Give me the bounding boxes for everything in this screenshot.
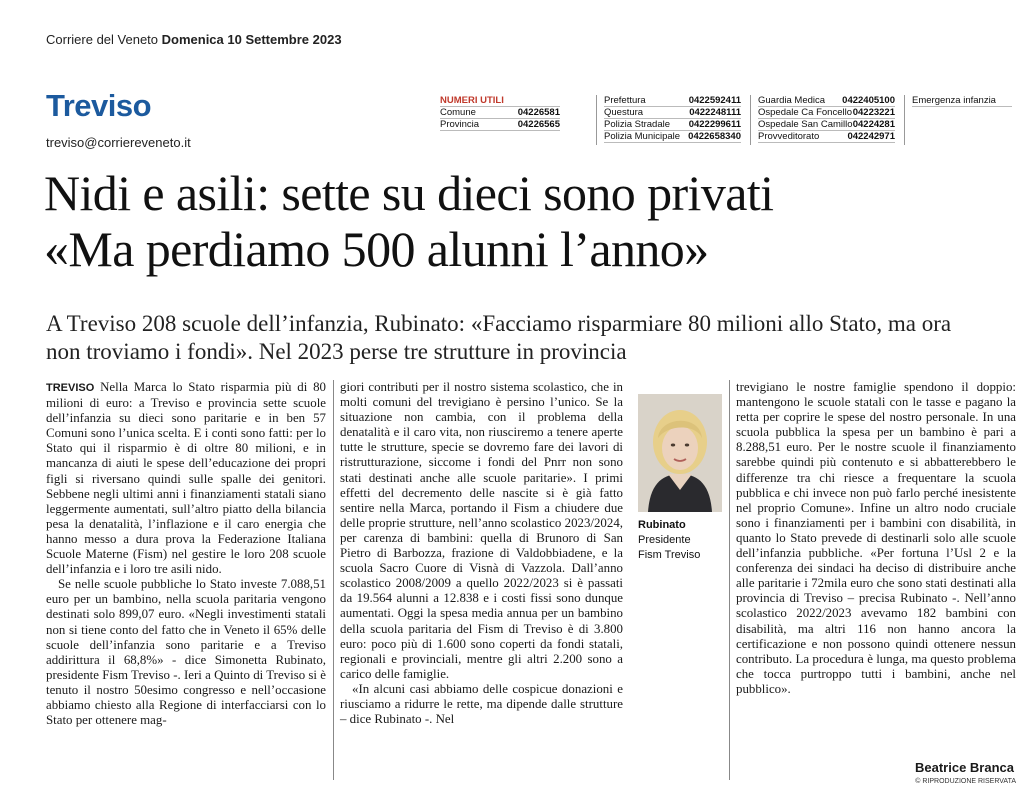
numbers-divider xyxy=(596,95,597,145)
article-paragraph: Nella Marca lo Stato risparmia più di 80 milioni di euro: a Treviso e provincia sette scuole dell’infanzia su dieci sono paritarie e in ben 57 Comuni sono l’unica scelta. E i conti sono fatti: per lo Stato qui il risparmio è di oltre 80 milioni, e in mancanza di aiuti le spese dell’educazione dei propri figli si riversano quindi sulle spalle dei genitori. Sebbene negli ultimi anni i finanziamenti statali siano leggermente aumentati, sull’altro piatto della bilancia pesa la denatalità, l’inflazione e il caro energia che hanno messo a dura prova la Federazione Italiana Scuole Materne (Fism) nel gestire le loro 208 scuole dell’infanzia e i loro tre asili nido. xyxy=(46,380,326,577)
section-title: Treviso xyxy=(46,88,152,123)
subheadline: A Treviso 208 scuole dell’infanzia, Rubinato: «Facciamo risparmiare 80 milioni allo Stato, ma ora non troviamo i fondi». Nel 2023 perse tre strutture in provincia xyxy=(46,311,952,364)
numbers-col-3 xyxy=(758,95,895,143)
numbers-row: Polizia Municipale 0422658340 xyxy=(604,131,741,142)
numbers-row: Ospedale Ca Foncello 04223221 xyxy=(758,107,895,118)
numbers-col-4 xyxy=(912,95,1012,107)
masthead xyxy=(46,32,342,47)
copyright-notice: © RIPRODUZIONE RISERVATA xyxy=(915,778,1016,785)
numbers-row: Questura 0422248111 xyxy=(604,107,741,118)
numbers-row: Polizia Stradale 0422299611 xyxy=(604,119,741,130)
dateline: TREVISO xyxy=(46,382,95,394)
numbers-row: Ospedale San Camillo 04224281 xyxy=(758,119,895,130)
headline-line-1: Nidi e asili: sette su dieci sono privati xyxy=(44,165,774,221)
portrait-photo xyxy=(638,394,722,512)
caption-role: Presidente xyxy=(638,534,691,546)
numbers-col-1 xyxy=(440,95,560,131)
numbers-divider xyxy=(750,95,751,145)
section-email[interactable]: treviso@corriereveneto.it xyxy=(46,135,191,150)
headline-line-2: «Ma perdiamo 500 alunni l’anno» xyxy=(44,221,709,277)
numbers-row: Guardia Medica 0422405100 xyxy=(758,95,895,106)
article-column-3 xyxy=(736,380,1016,697)
numbers-col-2 xyxy=(604,95,741,143)
caption-name: Rubinato xyxy=(638,519,686,531)
numbers-row: Emergenza infanzia xyxy=(912,95,1012,107)
numbers-row: Provincia 04226565 xyxy=(440,119,560,130)
numbers-row: Prefettura 0422592411 xyxy=(604,95,741,106)
numbers-row: Comune 04226581 xyxy=(440,107,560,118)
issue-date: Domenica 10 Settembre 2023 xyxy=(161,32,342,47)
paper-name: Corriere del Veneto xyxy=(46,32,159,47)
portrait-illustration xyxy=(638,394,722,512)
caption-role: Fism Treviso xyxy=(638,549,701,561)
column-rule xyxy=(333,380,334,780)
article-paragraph: Se nelle scuole pubbliche lo Stato investe 7.088,51 euro per un bambino, nella scuola paritaria vengono destinati solo 899,07 euro. «Negli investimenti statali non si tiene conto del fatto che in Veneto il 65% delle scuole dell’infanzia sono paritarie e a Treviso addirittura il 68,8%» - dice Simonetta Rubinato, presidente Fism Treviso -. Ieri a Quinto di Treviso si è tenuto il nostro 50esimo congresso e nell’occasione abbiamo chiesto alla Regione di interfacciarsi con lo Stato per ottenere mag- xyxy=(46,577,326,728)
byline: Beatrice Branca xyxy=(915,760,1014,775)
article-paragraph: «In alcuni casi abbiamo delle cospicue donazioni e riusciamo a ridurre le rette, ma dipende dalle strutture – dice Rubinato -. Nel xyxy=(340,681,623,727)
article-column-1 xyxy=(46,380,326,728)
headline xyxy=(44,165,773,277)
numbers-divider xyxy=(904,95,905,145)
photo-caption xyxy=(638,518,700,563)
numbers-row: Provveditorato 042242971 xyxy=(758,131,895,142)
numbers-title: NUMERI UTILI xyxy=(440,95,560,107)
article-paragraph: giori contributi per il nostro sistema scolastico, che in molti comuni del trevigiano è persino l’unico. Se la situazione non cambia, con il problema della denatalità e il caro vita, non riusciremo a tenere aperte tutte le strutture, specie se dovremo fare dei lavori di ristrutturazione, siccome i fondi del Pnrr non sono stati destinati anche alle scuole paritarie». I primi effetti del decremento delle nascite si è già fatto sentire nella Marca, portando il Fism a chiudere due delle proprie strutture, nell’anno scolastico 2023/2024, per carenza di bambini: quella di Brunoro di San Pietro di Barbozza, frazione di Valdobbiadene, e la scuola Sacro Cuore di Visnà di Vazzola. Dall’anno scolastico 2008/2009 a quello 2022/2023 si è passati da 19.564 alunni a 12.838 e i costi fissi sono dunque aumentati. Oggi la spesa media annua per un bambino della scuola paritaria del Fism di Treviso è di 3.800 euro: poco più di 1.600 sono coperti da fondi statali, regionali e provinciali, mentre gli altri 2.200 sono a carico delle famiglie. xyxy=(340,380,623,681)
column-rule xyxy=(729,380,730,780)
article-column-2 xyxy=(340,380,623,727)
article-paragraph: trevigiano le nostre famiglie spendono il doppio: mantengono le scuole statali con le tasse e pagano la retta per coprire le spese del nostro personale. In una scuola pubblica la spesa per un bambino è pari a 8.288,51 euro. Per le nostre scuole il finanziamento sarebbe quindi più contenuto e si abbatterebbero le differenze tra chi riesce a frequentare la scuola pubblica e chi invece non può farlo perché inesistente nel proprio Comune». Infine un altro nodo cruciale sono i finanziamenti per i bambini con disabilità, in quanto lo Stato prevede di destinarli solo alle scuole dell’infanzia pubbliche. «Per fortuna l’Usl 2 e la conferenza dei sindaci ha deciso di distribuire anche alle paritarie i 72mila euro che sono stati destinati alla provincia di Treviso – precisa Rubinato -. Nell’anno scolastico 2022/2023 avevamo 182 bambini con disabilità, ma altri 116 non hanno ancora la certificazione e non possono quindi ottenere nessun contributo. La procedura è lunga, ma questo problema che tocca purtroppo tutti i bambini, anche nel pubblico». xyxy=(736,380,1016,696)
